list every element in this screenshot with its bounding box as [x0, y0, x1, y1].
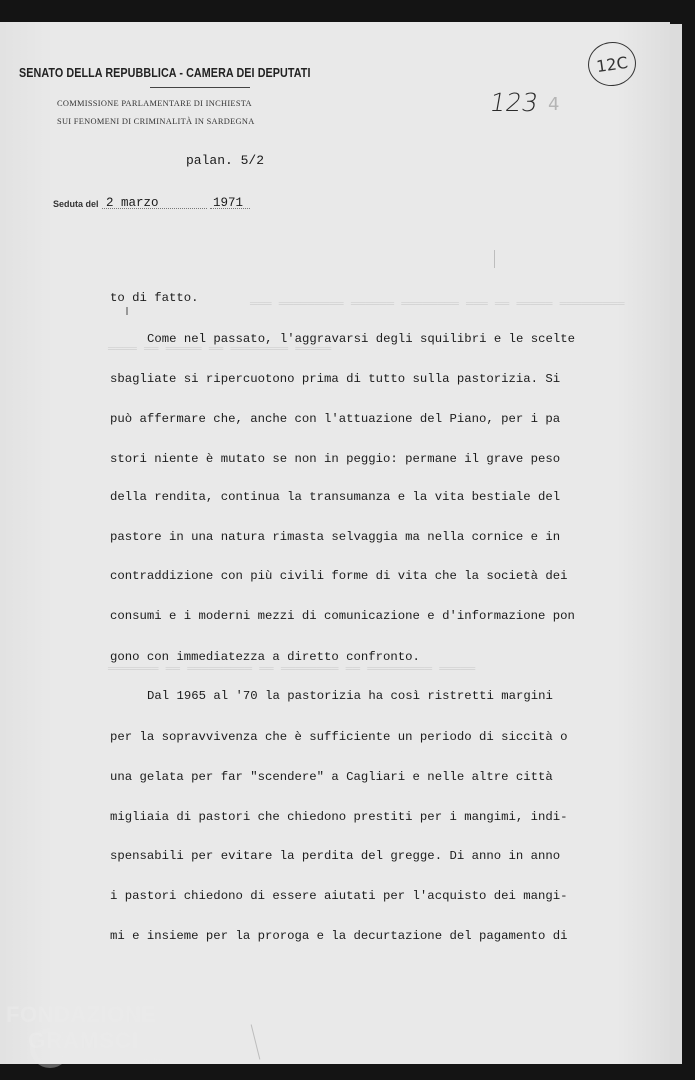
watermark-line-2: GRAMSCI [28, 1028, 139, 1053]
text-line: può affermare che, anche con l'attuazione del Piano, per i pa [110, 412, 561, 426]
text-line: gono con immediatezza a diretto confronto. [110, 650, 420, 664]
session-label: Seduta del [53, 199, 99, 209]
text-line: pastore in una natura rimasta selvaggia ma nella cornice e in [110, 530, 561, 544]
text-line: to di fatto. [110, 291, 199, 305]
watermark-line-3: onlus [143, 1056, 165, 1066]
text-line: per la sopravvivenza che è sufficiente un periodo di siccità o [110, 730, 568, 744]
text-line: una gelata per far "scendere" a Cagliari e nelle altre città [110, 770, 553, 784]
text-line: sbagliate si ripercuotono prima di tutto sulla pastorizia. Si [110, 372, 561, 386]
text-line: migliaia di pastori che chiedono prestiti per i mangimi, indi- [110, 810, 568, 824]
watermark [6, 1004, 156, 1052]
handwritten-page-number: 123 [487, 88, 541, 117]
session-month: marzo [121, 196, 159, 210]
commission-line-2: SUI FENOMENI DI CRIMINALITÀ IN SARDEGNA [57, 117, 255, 126]
show-through-text: ════ ══ ═════ ══ ════════ ═════ [108, 342, 332, 356]
header-rule [150, 87, 250, 88]
paper-mark [126, 307, 128, 315]
text-line: stori niente è mutato se non in peggio: permane il grave peso [110, 452, 561, 466]
commission-line-1: COMMISSIONE PARLAMENTARE DI INCHIESTA [57, 99, 252, 108]
session-year: 1971 [213, 196, 244, 210]
session-day: 2 [106, 196, 114, 210]
text-line: i pastori chiedono di essere aiutati per l'acquisto dei mangi- [110, 889, 568, 903]
faint-handwritten-mark: 4 [548, 94, 560, 115]
show-through-text: ═══ ═════════ ══════ ════════ ═══ ══ ═════ ═════════ [250, 297, 625, 311]
text-line: della rendita, continua la transumanza e la vita bestiale del [110, 490, 561, 504]
text-line: consumi e i moderni mezzi di comunicazione e d'informazione pon [110, 609, 575, 623]
session-date [106, 196, 159, 210]
paper-mark [251, 1024, 261, 1059]
circled-page-number: 12C [585, 39, 639, 89]
institution-header: SENATO DELLA REPUBBLICA - CAMERA DEI DEPUTATI [19, 66, 311, 80]
paper-mark [494, 250, 495, 268]
text-line: mi e insieme per la proroga e la decurtazione del pagamento di [110, 929, 568, 943]
document-reference: palan. 5/2 [186, 153, 265, 168]
text-line: Dal 1965 al '70 la pastorizia ha così ristretti margini [147, 689, 553, 703]
text-line: spensabili per evitare la perdita del gregge. Di anno in anno [110, 849, 561, 863]
watermark-line-1: FONDAZIONE [6, 1002, 157, 1027]
show-through-text: ═══════ ══ ═════════ ══ ════════ ══ ═════════ ═════ [108, 662, 476, 676]
text-line: contraddizione con più civili forme di vita che la società dei [110, 569, 568, 583]
text-line: Come nel passato, l'aggravarsi degli squilibri e le scelte [147, 332, 576, 346]
